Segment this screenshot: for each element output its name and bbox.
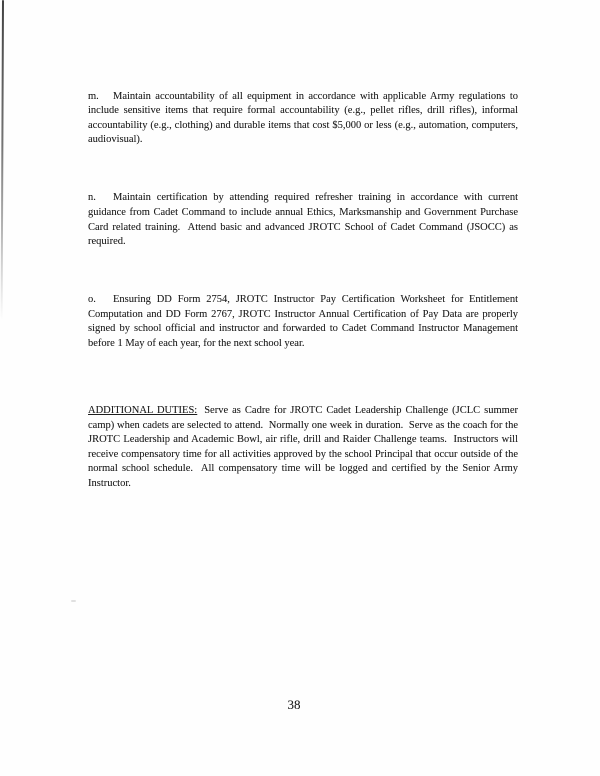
list-label-n: n. <box>88 192 96 204</box>
page-number: 38 <box>287 697 301 712</box>
paragraph-additional-duties <box>88 404 521 491</box>
paragraph-o <box>88 293 521 351</box>
list-label-m: m. <box>88 90 99 102</box>
paragraph-n-text: Maintain certification by attending required refresher training in accordance with current guidance from Cadet Command to include annual Ethics, Marksmanship and Government Purchase Card related training. Attend basic and advanced JROTC School of Cadet Command (JSOCC) as required. <box>88 192 521 248</box>
paragraph-n <box>88 191 521 249</box>
scan-speck-artifact <box>71 600 76 602</box>
paragraph-m <box>88 90 521 148</box>
paragraph-m-text: Maintain accountability of all equipment in accordance with applicable Army regulations to include sensitive items that require formal accountability (e.g., pellet rifles, drill rifles), informal accountability (e.g., clothing) and durable items that cost $5,000 or less (e.g., automation, computers, audiovisual). <box>88 90 521 146</box>
document-body-text <box>88 46 521 535</box>
paragraph-o-text: Ensuring DD Form 2754, JROTC Instructor Pay Certification Worksheet for Entitlement Computation and DD Form 2767, JROTC Instructor Annual Certification of Pay Data are properly signed by school official and instructor and forwarded to Cadet Command Instructor Management before 1 May of each year, for the next school year. <box>88 294 521 349</box>
additional-duties-heading: ADDITIONAL DUTIES: <box>88 405 198 417</box>
list-label-o: o. <box>88 294 96 306</box>
additional-duties-text: Serve as Cadre for JROTC Cadet Leadership Challenge (JCLC summer camp) when cadets are selected to attend. Normally one week in duration. Serve as the coach for the JROTC Leadership and Academic Bowl, air rifle, drill and Raider Challenge teams. Instructors will receive compensatory time for all activities approved by the school Principal that occur outside of the normal school schedule. All compensatory time will be logged and certified by the Senior Army Instructor. <box>88 405 521 489</box>
scan-edge-artifact <box>1 0 4 320</box>
